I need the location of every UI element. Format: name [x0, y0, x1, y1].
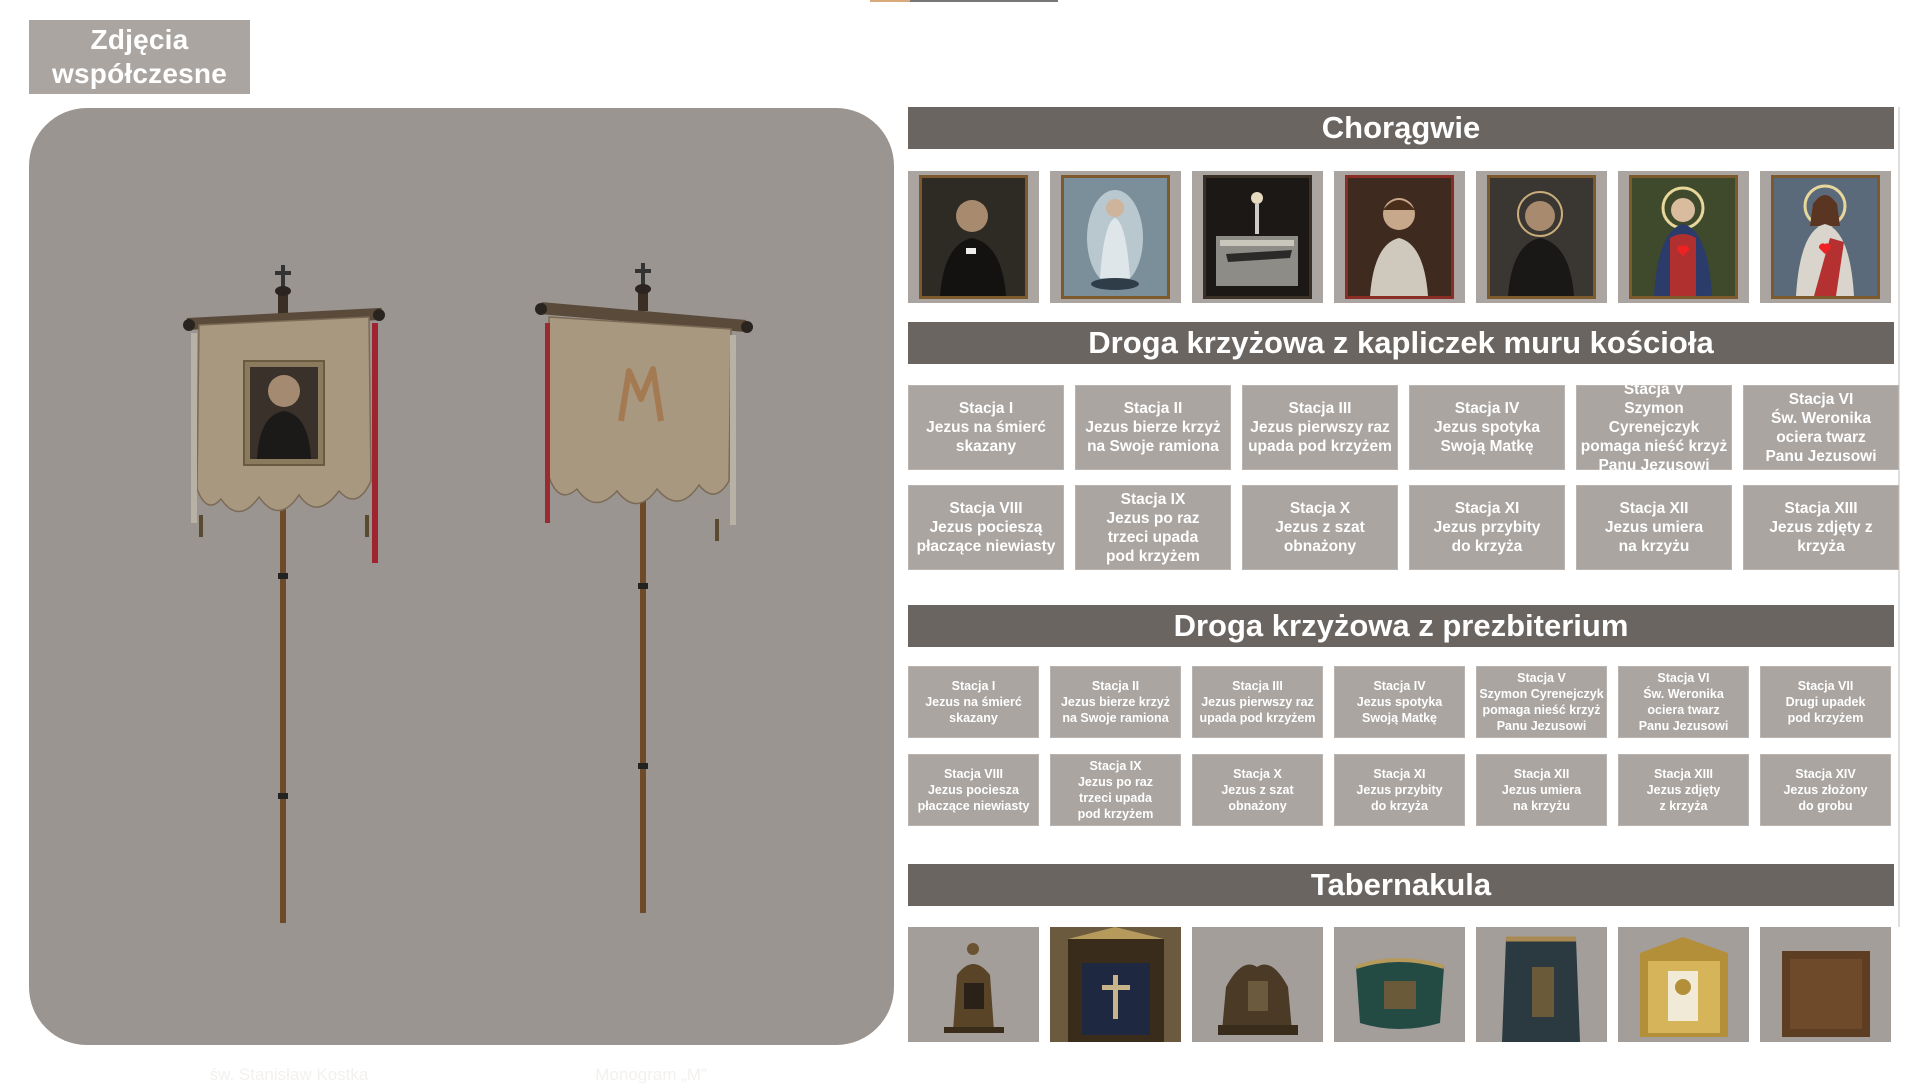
thumb-banner-1[interactable]: [908, 171, 1039, 303]
tabernacle-ornate-icon: [908, 927, 1039, 1042]
station-button-mur-11[interactable]: Stacja XI Jezus przybity do krzyża: [1409, 485, 1565, 570]
portrait-sacred-heart-jesus-icon: [1774, 178, 1877, 296]
banner-monogram-m[interactable]: [529, 253, 769, 1084]
station-button-prezb-13[interactable]: Stacja XIII Jezus zdjęty z krzyża: [1618, 754, 1749, 826]
portrait-saint-icon: [922, 178, 1025, 296]
station-button-prezb-9[interactable]: Stacja IX Jezus po raz trzeci upada pod krzyżem: [1050, 754, 1181, 826]
thumb-banner-3[interactable]: [1192, 171, 1323, 303]
station-button-mur-12[interactable]: Stacja XII Jezus umiera na krzyżu: [1576, 485, 1732, 570]
droga-mur-row-2: [908, 485, 1899, 570]
station-button-mur-13[interactable]: Stacja XIII Jezus zdjęty z krzyża: [1743, 485, 1899, 570]
tabernacle-tall-icon: [1476, 927, 1607, 1042]
thumb-tabernacle-4[interactable]: [1334, 927, 1465, 1042]
droga-prezbiterium-row-1: [908, 666, 1891, 738]
station-button-prezb-7[interactable]: Stacja VII Drugi upadek pod krzyżem: [1760, 666, 1891, 738]
thumb-banner-2[interactable]: [1050, 171, 1181, 303]
station-button-mur-6[interactable]: Stacja VI Św. Weronika ociera twarz Panu Jezusowi: [1743, 385, 1899, 470]
thumb-banner-7[interactable]: [1760, 171, 1891, 303]
portrait-sacred-heart-mary-icon: [1632, 178, 1735, 296]
portrait-dark-icon: [1206, 178, 1309, 296]
station-button-mur-5[interactable]: Stacja V Szymon Cyrenejczyk pomaga nieść krzyż Panu Jezusowi: [1576, 385, 1732, 470]
section-header-choragwie: Chorągwie: [908, 107, 1894, 149]
portrait-youth-icon: [1348, 178, 1451, 296]
section-header-droga-mur: Droga krzyżowa z kapliczek muru kościoła: [908, 322, 1894, 364]
station-button-mur-3[interactable]: Stacja III Jezus pierwszy raz upada pod krzyżem: [1242, 385, 1398, 470]
station-button-mur-1[interactable]: Stacja I Jezus na śmierć skazany: [908, 385, 1064, 470]
station-button-prezb-14[interactable]: Stacja XIV Jezus złożony do grobu: [1760, 754, 1891, 826]
droga-mur-row-1: [908, 381, 1899, 474]
tabernacle-gold-icon: [1618, 927, 1749, 1042]
thumb-tabernacle-6[interactable]: [1618, 927, 1749, 1042]
station-button-prezb-11[interactable]: Stacja XI Jezus przybity do krzyża: [1334, 754, 1465, 826]
station-button-prezb-4[interactable]: Stacja IV Jezus spotyka Swoją Matkę: [1334, 666, 1465, 738]
top-accent-bar: [870, 0, 1058, 2]
station-button-mur-4[interactable]: Stacja IV Jezus spotyka Swoją Matkę: [1409, 385, 1565, 470]
thumb-tabernacle-5[interactable]: [1476, 927, 1607, 1042]
station-button-prezb-6[interactable]: Stacja VI Św. Weronika ociera twarz Panu Jezusowi: [1618, 666, 1749, 738]
station-button-mur-10[interactable]: Stacja X Jezus z szat obnażony: [1242, 485, 1398, 570]
banner-kostka-icon: [179, 253, 419, 933]
top-accent-mark: [870, 0, 910, 2]
tabernakula-thumbs: [908, 927, 1891, 1042]
portrait-saint-icon: [1490, 178, 1593, 296]
section-header-tabernakula: Tabernakula: [908, 864, 1894, 906]
section-header-droga-prezbiterium: Droga krzyżowa z prezbiterium: [908, 605, 1894, 647]
station-button-prezb-3[interactable]: Stacja III Jezus pierwszy raz upada pod krzyżem: [1192, 666, 1323, 738]
station-button-mur-9[interactable]: Stacja IX Jezus po raz trzeci upada pod krzyżem: [1075, 485, 1231, 570]
station-button-mur-8[interactable]: Stacja VIII Jezus pocieszą płaczące niewiasty: [908, 485, 1064, 570]
station-button-prezb-10[interactable]: Stacja X Jezus z szat obnażony: [1192, 754, 1323, 826]
thumb-tabernacle-3[interactable]: [1192, 927, 1323, 1042]
station-button-prezb-8[interactable]: Stacja VIII Jezus pociesza płaczące niewiasty: [908, 754, 1039, 826]
image-viewer: [29, 108, 894, 1084]
station-button-prezb-2[interactable]: Stacja II Jezus bierze krzyż na Swoje ramiona: [1050, 666, 1181, 738]
tabernacle-crucifix-icon: [1050, 927, 1181, 1042]
tabernacle-carved-icon: [1192, 927, 1323, 1042]
banner-caption: Monogram „M”: [595, 1065, 707, 1084]
photos-category-label[interactable]: Zdjęcia współczesne: [29, 20, 250, 94]
choragwie-thumbs: [908, 171, 1891, 303]
station-button-prezb-12[interactable]: Stacja XII Jezus umiera na krzyżu: [1476, 754, 1607, 826]
thumb-tabernacle-2[interactable]: [1050, 927, 1181, 1042]
tabernacle-green-icon: [1334, 927, 1465, 1042]
banner-monogram-icon: [529, 253, 769, 933]
thumb-tabernacle-7[interactable]: [1760, 927, 1891, 1042]
thumb-banner-5[interactable]: [1476, 171, 1607, 303]
banner-kostka[interactable]: [179, 253, 419, 1084]
thumb-banner-6[interactable]: [1618, 171, 1749, 303]
thumb-banner-4[interactable]: [1334, 171, 1465, 303]
tabernacle-wood-icon: [1760, 927, 1891, 1042]
portrait-madonna-icon: [1064, 178, 1167, 296]
droga-prezbiterium-row-2: [908, 754, 1891, 826]
content-panel: [908, 107, 1894, 1042]
thumb-tabernacle-1[interactable]: [908, 927, 1039, 1042]
banner-caption: św. Stanisław Kostka: [209, 1065, 369, 1084]
station-button-mur-2[interactable]: Stacja II Jezus bierze krzyż na Swoje ramiona: [1075, 385, 1231, 470]
station-button-prezb-5[interactable]: Stacja V Szymon Cyrenejczyk pomaga nieść krzyż Panu Jezusowi: [1476, 666, 1607, 738]
station-button-prezb-1[interactable]: Stacja I Jezus na śmierć skazany: [908, 666, 1039, 738]
